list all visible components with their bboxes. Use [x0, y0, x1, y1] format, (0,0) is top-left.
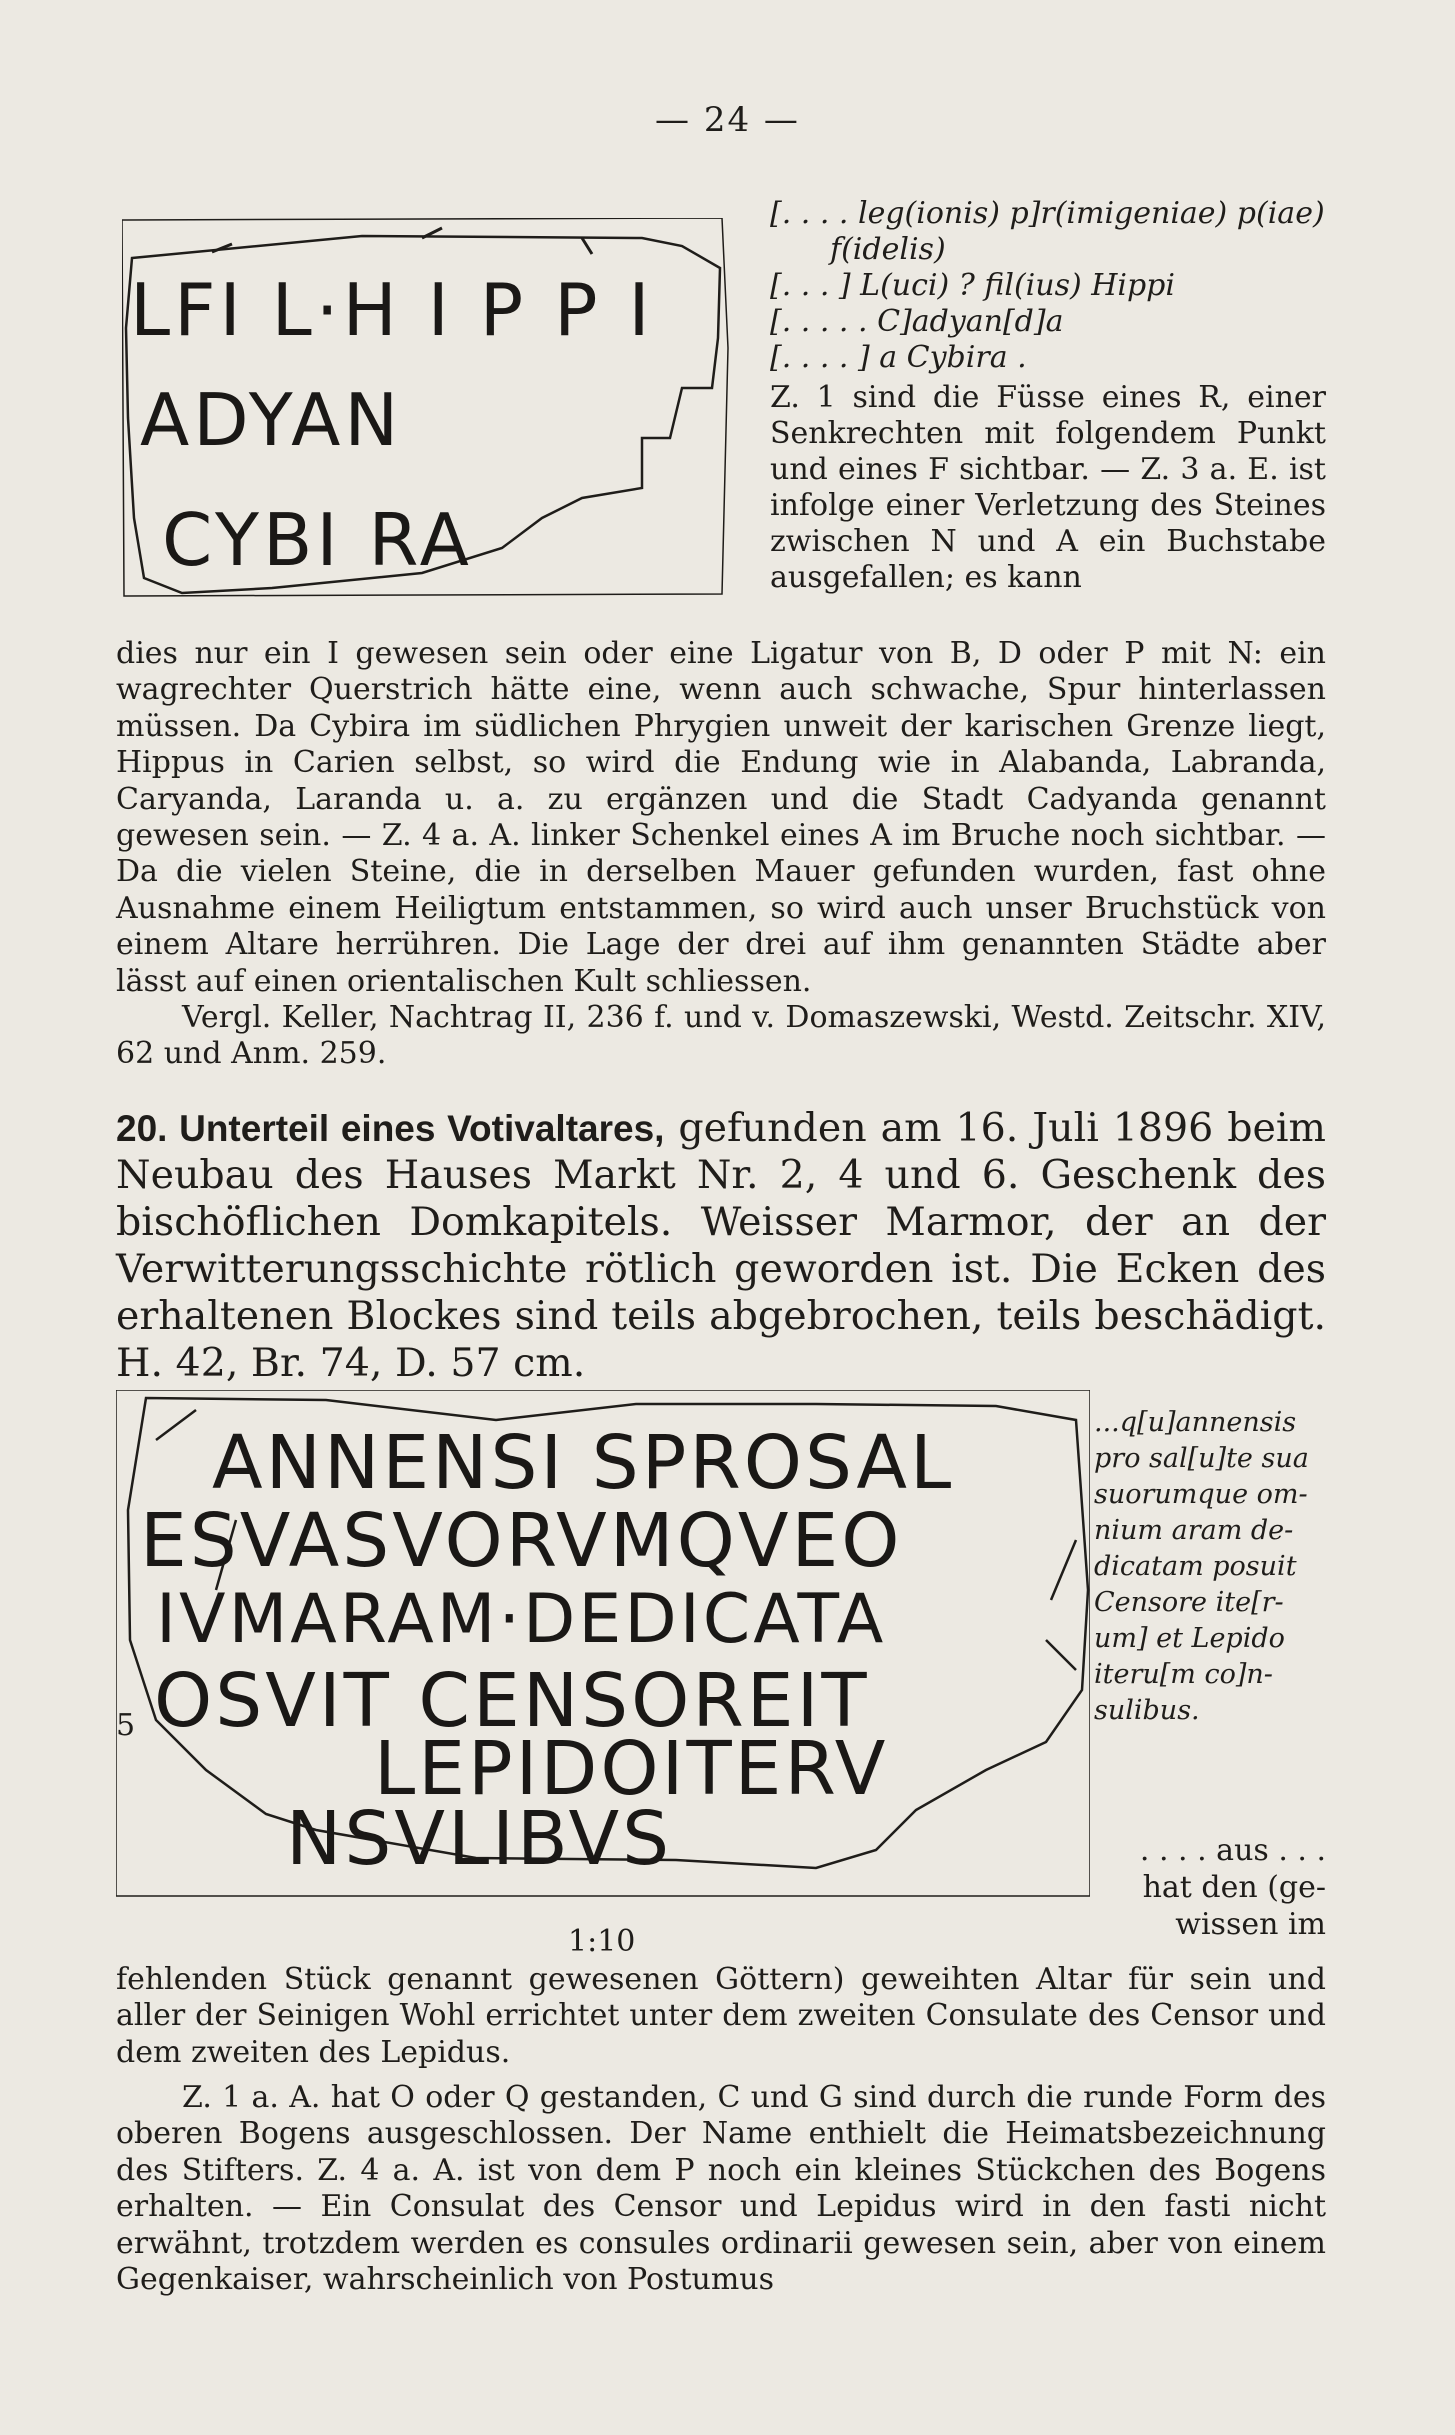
paragraph-1: dies nur ein I gewesen sein oder eine Ligatur von B, D oder P mit N: ein wagrechter Querstrich hätte eine, wenn auch schwache, Spur hinterlassen müssen. Da Cybira im südlichen Phrygien unweit der karischen Grenze liegt, Hippus in Carien selbst, so wird die Endung wie in Alabanda, Labranda, Caryanda, Laranda u. a. zu ergänzen und die Stadt Cadyanda genannt gewesen sein. — Z. 4 a. A. linker Schenkel eines A im Bruche noch sichtbar. — Da die vielen Steine, die in derselben Mauer gefunden wurden, fast ohne Ausnahme einem Heiligtum entstammen, so wird auch unser Bruchstück von einem Altare herrühren. Die Lage der drei auf ihm genannten Städte aber lässt auf einen orientalischen Kult schliessen. — [116, 636, 1326, 999]
inscription-2-line-2: ESVASVORVMQVEO — [140, 1498, 903, 1584]
inscription-1-line-2: ADYAN — [140, 378, 403, 462]
transcription-1-line-3: [. . . ] L(uci) ? fil(ius) Hippi — [770, 268, 1175, 303]
inscription-2-line-1: ANNENSI SPROSAL — [212, 1420, 955, 1506]
inscription-1-line-1: LFI L·H I P P I — [130, 268, 654, 352]
fig2-side-text — [1094, 1832, 1326, 1943]
transcription-1-line-5: [. . . . ] a Cybira . — [770, 340, 1027, 375]
transcription-2-line-5: dicatam posuit — [1094, 1551, 1297, 1582]
transcription-2-line-8: iteru[m co]n- — [1094, 1659, 1273, 1690]
side-text-line-2: hat den (ge- — [1142, 1870, 1326, 1905]
transcription-2-line-7: um] et Lepido — [1094, 1623, 1285, 1654]
paragraph-4 — [116, 2080, 1326, 2298]
fig1-transcription-and-note — [770, 196, 1326, 596]
fig1-note-text: Z. 1 sind die Füsse eines R, einer Senkrechten mit folgendem Punkt und eines F sichtbar. — Z. 3 a. E. ist infolge einer Verletzung des Steines zwischen N und A ein Buchstabe ausgefallen; es kann — [770, 380, 1326, 595]
transcription-1-line-1: [. . . . leg(ionis) p]r(imigeniae) p(iae) — [770, 196, 1325, 231]
transcription-2-line-2: pro sal[u]te sua — [1094, 1443, 1309, 1474]
transcription-2-line-1: ...q[u]annensis — [1094, 1407, 1297, 1438]
transcription-2-line-6: Censore ite[r- — [1094, 1587, 1284, 1618]
inscription-line-number: 5 — [116, 1708, 136, 1743]
fig2-transcription — [1094, 1405, 1326, 1729]
section-heading: 20. Unterteil eines Votivaltares, — [116, 1108, 665, 1149]
inscription-1-line-3: CYBI RA — [162, 498, 473, 582]
side-text-line-3: wissen im — [1175, 1907, 1326, 1942]
transcription-2-line-4: nium aram de- — [1094, 1515, 1294, 1546]
inscription-figure-1 — [122, 218, 730, 598]
transcription-1-line-4: [. . . . . C]adyan[d]a — [770, 304, 1064, 339]
inscription-2-line-5: LEPIDOITERV — [374, 1726, 889, 1812]
inscription-2-line-4: OSVIT CENSOREIT — [154, 1658, 870, 1744]
paragraph-2 — [116, 1000, 1326, 1073]
page-number: — 24 — — [655, 100, 800, 140]
transcription-1-line-2: f(idelis) — [830, 232, 946, 267]
section-20 — [116, 1105, 1326, 1387]
paragraph-3: fehlenden Stück genannt gewesenen Göttern) geweihten Altar für sein und aller der Seinigen Wohl errichtet unter dem zweiten Consulate des Censor und dem zweiten des Lepidus. — [116, 1962, 1326, 2070]
transcription-2-line-9: sulibus. — [1094, 1695, 1200, 1726]
paragraph-2-text: Vergl. Keller, Nachtrag II, 236 f. und v. Domaszewski, Westd. Zeitschr. XIV, 62 und Anm. 259. — [116, 1000, 1326, 1072]
inscription-figure-2 — [116, 1390, 1090, 1900]
inscription-2-line-6: NSVLIBVS — [286, 1796, 673, 1882]
section-text: gefunden am 16. Juli 1896 beim Neubau des Hauses Markt Nr. 2, 4 und 6. Geschenk des bischöflichen Domkapitels. Weisser Marmor, der an der Verwitterungsschichte rötlich geworden ist. Die Ecken des erhaltenen Blockes sind teils abgebrochen, teils beschädigt. H. 42, Br. 74, D. 57 cm. — [116, 1105, 1326, 1386]
transcription-2-line-3: suorumque om- — [1094, 1479, 1308, 1510]
inscription-2-line-3: IVMARAM·DEDICATA — [156, 1580, 887, 1659]
side-text-line-1: . . . . aus . . . — [1139, 1833, 1326, 1868]
paragraph-4-text: Z. 1 a. A. hat O oder Q gestanden, C und G sind durch die runde Form des oberen Bogens ausgeschlossen. Der Name enthielt die Heimatsbezeichnung des Stifters. Z. 4 a. A. ist von dem P noch ein kleines Stückchen des Bogens erhalten. — Ein Consulat des Censor und Lepidus wird in den fasti nicht erwähnt, trotzdem werden es consules ordinarii gewesen sein, aber von einem Gegenkaiser, wahrscheinlich von Postumus — [116, 2080, 1326, 2298]
figure-scale: 1:10 — [568, 1924, 636, 1959]
